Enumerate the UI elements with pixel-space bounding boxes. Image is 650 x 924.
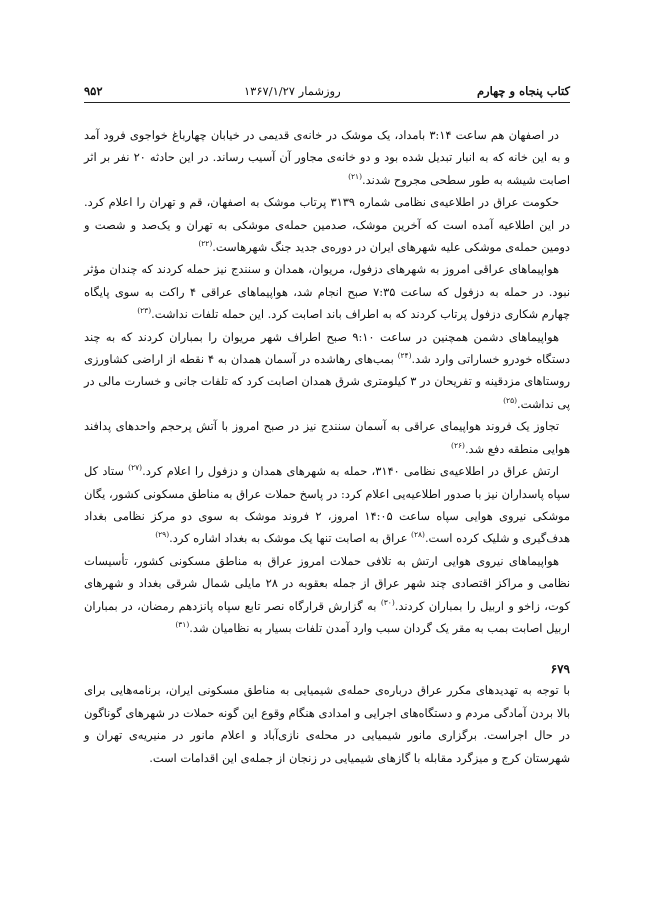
paragraph: هواپیماهای دشمن همچنین در ساعت ۹:۱۰ صبح اطراف شهر مریوان را بمباران کردند که به چند دستگاه خودرو خساراتی وارد شد.$^{(۲۴)}$ بمب‌های رهاشده در آسمان همدان به ۴ نقطه از اراضی کشاورزی روستاهای مزدقینه و تفریحان در ۳ کیلومتری شرق همدان اصابت کرد که تلفات جانی و خسارت مالی در پی نداشت.$^{(۲۵)}$ (84, 329, 570, 411)
footnote-ref: (۳۰) (380, 597, 395, 607)
book-title: کتاب پنجاه و چهارم (476, 84, 570, 98)
page-header (84, 82, 570, 102)
footnote-ref: (۲۲) (198, 239, 213, 249)
header-rule (84, 102, 570, 103)
date-line: روزشمار ۱۳۶۷/۱/۲۷ (244, 84, 341, 98)
paragraph: حکومت عراق در اطلاعیه‌ی نظامی شماره ۳۱۳۹ پرتاب موشک به اصفهان، قم و تهران را اعلام کرد. در این اطلاعیه آمده است که آخرین موشک، صدمین حمله‌ی موشکی به تهران و یک‌صد و شصت و دومین حمله‌ی موشکی علیه شهرهای ایران در دوره‌ی جدید جنگ شهرهاست.$^{(۲۲)}$ (84, 195, 570, 255)
footnote-ref: (۳۱) (175, 620, 190, 630)
page-number: ۹۵۲ (84, 84, 103, 98)
footnote-ref: (۲۷) (128, 463, 143, 473)
body-text (84, 124, 570, 769)
paragraph: تجاوز یک فروند هواپیمای عراقی به آسمان سنندج نیز در صبح امروز با آتش پرحجم واحدهای پدافند هوایی منطقه دفع شد.$^{(۲۶)}$ (84, 419, 570, 456)
section-number: ۶۷۹ (550, 662, 570, 677)
paragraph: ارتش عراق در اطلاعیه‌ی نظامی ۳۱۴۰، حمله به شهرهای همدان و دزفول را اعلام کرد.$^{(۲۷)}$ ستاد کل سپاه پاسداران نیز با صدور اطلاعیه‌یی اعلام کرد: در پاسخ حملات عراق به مناطق مسکونی کشور، یگان موشکی نیروی هوایی سپاه ساعت ۱۴:۰۵ امروز، ۲ فروند موشک به سوی دو مرکز نظامی بغداد هدف‌گیری و شلیک کرده است.$^{(۲۸)}$ عراق به اصابت تنها یک موشک به بغداد اشاره کرد.$^{(۲۹)}$ (84, 463, 570, 546)
footnote-ref: (۲۹) (155, 530, 170, 540)
section-paragraph: با توجه به تهدیدهای مکرر عراق درباره‌ی حمله‌ی شیمیایی به مناطق مسکونی ایران، برنامه‌هایی برای بالا بردن آمادگی مردم و دستگاه‌های اجرایی و امدادی هنگام وقوع این گونه حملات در شهرهای گوناگون در حال اجراست. برگزاری مانور شیمیایی در محله‌ی نازی‌آباد و اعلام مانور در منیریه‌ی تهران و شهرستان کرج و میزگرد مقابله با گازهای شیمیایی در زنجان از جمله‌ی این اقدامات است. (84, 683, 570, 765)
footnote-ref: (۲۶) (451, 440, 465, 450)
paragraph: در اصفهان هم ساعت ۳:۱۴ بامداد، یک موشک در خانه‌ی قدیمی در خیابان چهارباغ خواجوی فرود آمد و به این خانه که به انبار تبدیل شده بود و دو خانه‌ی مجاور آن آسیب رساند. در این حادثه ۲۰ نفر بر اثر اصابت شیشه به طور سطحی مجروح شدند.$^{(۲۱)}$ (84, 128, 570, 187)
paragraph: هواپیماهای نیروی هوایی ارتش به تلافی حملات امروز عراق به مناطق مسکونی کشور، تأسیسات نظامی و مراکز اقتصادی چند شهر عراق از جمله بعقوبه در ۲۸ مایلی شمال شرقی بغداد و شهرهای کوت، زاخو و اربیل را بمباران کردند.$^{(۳۰)}$ به گزارش قرارگاه نصر تابع سپاه پانزدهم رمضان، در بمباران اربیل اصابت بمب به مقر یک گردان سبب وارد آمدن تلفات بسیار به نظامیان شد.$^{(۳۱)}$ (84, 553, 570, 635)
footnote-ref: (۲۸) (411, 530, 425, 540)
paragraph: هواپیماهای عراقی امروز به شهرهای دزفول، مریوان، همدان و سنندج نیز حمله کردند که چندان مؤثر نبود. در حمله به دزفول که ساعت ۷:۳۵ صبح انجام شد، هواپیماهای عراقی ۴ راکت به سوی پایگاه چهارم شکاری دزفول پرتاب کردند که به اطراف باند اصابت کرد. این حمله تلفات نداشت.$^{(۲۳)}$ (84, 262, 570, 322)
footnote-ref: (۲۴) (397, 351, 412, 361)
footnote-ref: (۲۱) (348, 172, 362, 182)
footnote-ref: (۲۳) (137, 306, 152, 316)
footnote-ref: (۲۵) (503, 396, 518, 406)
